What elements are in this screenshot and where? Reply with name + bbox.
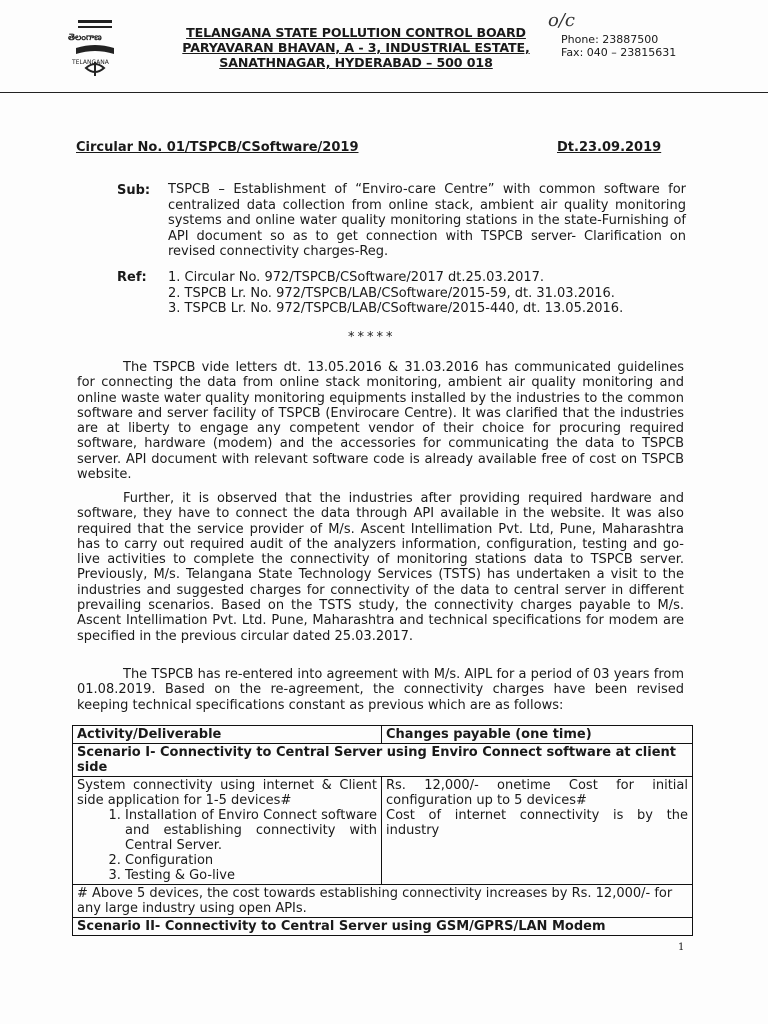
subject-label: Sub: [117, 183, 151, 198]
header-divider [0, 92, 768, 93]
reference-item: 3. TSPCB Lr. No. 972/TSPCB/LAB/CSoftware/2015-440, dt. 13.05.2016. [168, 301, 624, 316]
scenario-2-heading: Scenario II- Connectivity to Central Server using GSM/GPRS/LAN Modem [73, 918, 693, 936]
separator-stars: ***** [348, 330, 396, 345]
reference-item: 2. TSPCB Lr. No. 972/TSPCB/LAB/CSoftware/2015-59, dt. 31.03.2016. [168, 285, 615, 301]
column-header-activity: Activity/Deliverable [73, 726, 382, 744]
activity-cell [73, 777, 382, 885]
reference-list [168, 270, 623, 317]
charges-table [72, 725, 693, 936]
body-paragraph: The TSPCB vide letters dt. 13.05.2016 & 31.03.2016 has communicated guidelines for connecting the data from online stack monitoring, ambient air quality monitoring and online waste water quality monitoring equipments installed by the industries to the common software and server facility of TSPCB (Envirocare Centre). It was clarified that the industries are at liberty to engage any competent vendor of their choice for procuring required software, hardware (modem) and the accessories for communicating the data to TSPCB server. API document with relevant software code is already available free of cost on TSPCB website. [77, 360, 684, 483]
table-row [73, 777, 693, 885]
table-row [73, 885, 693, 918]
charges-note: Cost of internet connectivity is by the industry [386, 808, 688, 838]
activity-intro: System connectivity using internet & Client side application for 1-5 devices# [77, 778, 377, 808]
circular-date: Dt.23.09.2019 [557, 140, 662, 155]
table-row [73, 744, 693, 777]
subject-text: TSPCB – Establishment of “Enviro-care Centre” with common software for centralized data collection from online stack, ambient air quality monitoring systems and online water quality monitoring stations in the state-Furnishing of API document so as to get connection with TSPCB server- Clarification on revised connectivity charges-Reg. [168, 182, 686, 259]
org-address-line2: SANATHNAGAR, HYDERABAD – 500 018 [219, 55, 493, 70]
body-paragraph: Further, it is observed that the industries after providing required hardware and software, they have to connect the data through API available in the website. It was also required that the service provider of M/s. Ascent Intellimation Pvt. Ltd, Pune, Maharashtra has to carry out required audit of the analyzers information, configuration, testing and go-live activities to complete the connectivity of monitoring stations data to TSPCB server. Previously, M/s. Telangana State Technology Services (TSTS) has undertaken a visit to the industries and suggested charges for connectivity of the data to central server in different prevailing scenarios. Based on the TSTS study, the connectivity charges payable to M/s. Ascent Intellimation Pvt. Ltd. Pune, Maharashtra and technical specifications for modem are specified in the previous circular dated 25.03.2017. [77, 491, 684, 644]
tspcb-logo [66, 18, 124, 76]
handwritten-mark: o/c [548, 10, 575, 31]
activity-step: 3. Testing & Go-live [125, 868, 377, 883]
charges-cell [382, 777, 693, 885]
phone-number: Phone: 23887500 [561, 33, 659, 46]
charges-amount: Rs. 12,000/- onetime Cost for initial configuration up to 5 devices# [386, 778, 688, 808]
table-row [73, 918, 693, 936]
scenario-1-heading: Scenario I- Connectivity to Central Server using Enviro Connect software at client side [73, 744, 693, 777]
logo-text: TELANGANA [72, 59, 109, 66]
reference-item: 1. Circular No. 972/TSPCB/CSoftware/2017 dt.25.03.2017. [168, 270, 545, 285]
page-number: 1 [678, 942, 685, 953]
svg-text:తెలంగాణ: తెలంగాణ [68, 33, 102, 43]
activity-steps [77, 808, 377, 883]
activity-step: 1. Installation of Enviro Connect software and establishing connectivity with Central Server. [125, 808, 377, 853]
org-name: TELANGANA STATE POLLUTION CONTROL BOARD [186, 25, 526, 40]
column-header-charges: Changes payable (one time) [382, 726, 693, 744]
org-address-line1: PARYAVARAN BHAVAN, A - 3, INDUSTRIAL ESTATE, [182, 40, 530, 55]
activity-step: 2. Configuration [125, 853, 377, 868]
body-paragraph: The TSPCB has re-entered into agreement with M/s. AIPL for a period of 03 years from 01.08.2019. Based on the re-agreement, the connectivity charges have been revised keeping technical specifications constant as previous which are as follows: [77, 667, 684, 713]
circular-number: Circular No. 01/TSPCB/CSoftware/2019 [76, 140, 359, 155]
reference-label: Ref: [117, 270, 147, 285]
fax-number: Fax: 040 – 23815631 [561, 46, 677, 59]
table-footnote: # Above 5 devices, the cost towards establishing connectivity increases by Rs. 12,000/- for any large industry using open APIs. [73, 885, 693, 918]
table-header-row [73, 726, 693, 744]
